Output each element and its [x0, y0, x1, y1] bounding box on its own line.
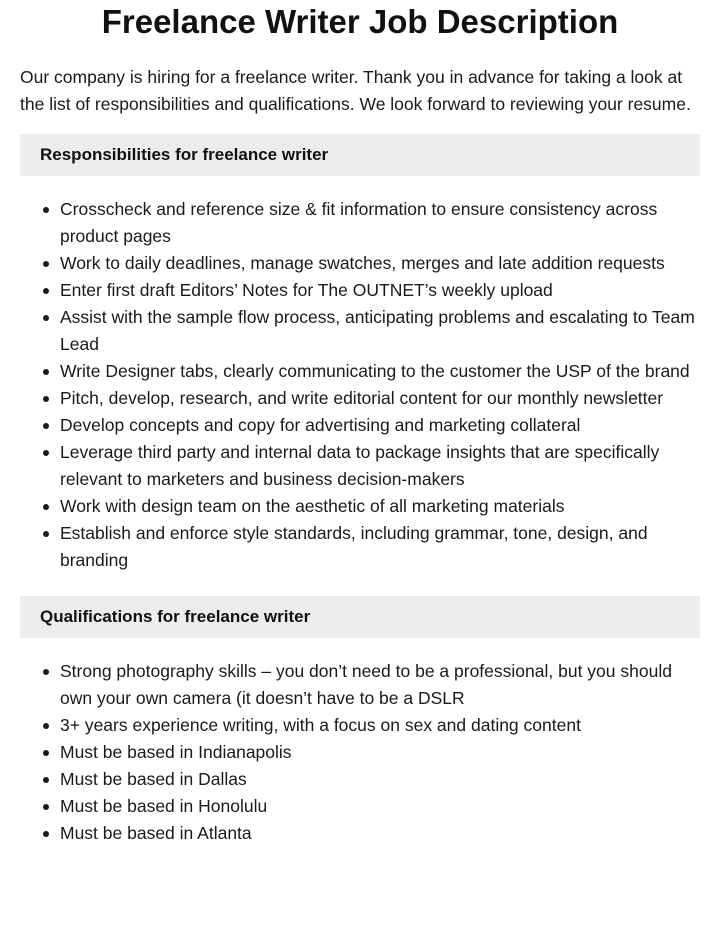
- list-item: Must be based in Honolulu: [60, 793, 700, 820]
- responsibilities-list: [20, 196, 700, 574]
- qualifications-list: [20, 658, 700, 847]
- intro-paragraph: Our company is hiring for a freelance writer. Thank you in advance for taking a look at the list of responsibilities and qualifications. We look forward to reviewing your resume.: [20, 67, 691, 114]
- list-item: Must be based in Atlanta: [60, 820, 700, 847]
- list-item: Develop concepts and copy for advertising and marketing collateral: [60, 412, 700, 439]
- qualifications-heading: Qualifications for freelance writer: [20, 596, 700, 638]
- list-item: Work to daily deadlines, manage swatches, merges and late addition requests: [60, 250, 700, 277]
- list-item: Pitch, develop, research, and write editorial content for our monthly newsletter: [60, 385, 700, 412]
- list-item: Assist with the sample flow process, anticipating problems and escalating to Team Lead: [60, 304, 700, 358]
- responsibilities-heading: Responsibilities for freelance writer: [20, 134, 700, 176]
- list-item: Leverage third party and internal data to package insights that are specifically relevant to marketers and business decision-makers: [60, 439, 700, 493]
- list-item: Write Designer tabs, clearly communicating to the customer the USP of the brand: [60, 358, 700, 385]
- list-item: 3+ years experience writing, with a focus on sex and dating content: [60, 712, 700, 739]
- list-item: Strong photography skills – you don’t need to be a professional, but you should own your own camera (it doesn’t have to be a DSLR: [60, 658, 700, 712]
- list-item: Work with design team on the aesthetic of all marketing materials: [60, 493, 700, 520]
- list-item: Crosscheck and reference size & fit information to ensure consistency across product pages: [60, 196, 700, 250]
- list-item: Establish and enforce style standards, including grammar, tone, design, and branding: [60, 520, 700, 574]
- list-item: Enter first draft Editors’ Notes for The OUTNET’s weekly upload: [60, 277, 700, 304]
- list-item: Must be based in Indianapolis: [60, 739, 700, 766]
- list-item: Must be based in Dallas: [60, 766, 700, 793]
- page-title: Freelance Writer Job Description: [101, 3, 619, 40]
